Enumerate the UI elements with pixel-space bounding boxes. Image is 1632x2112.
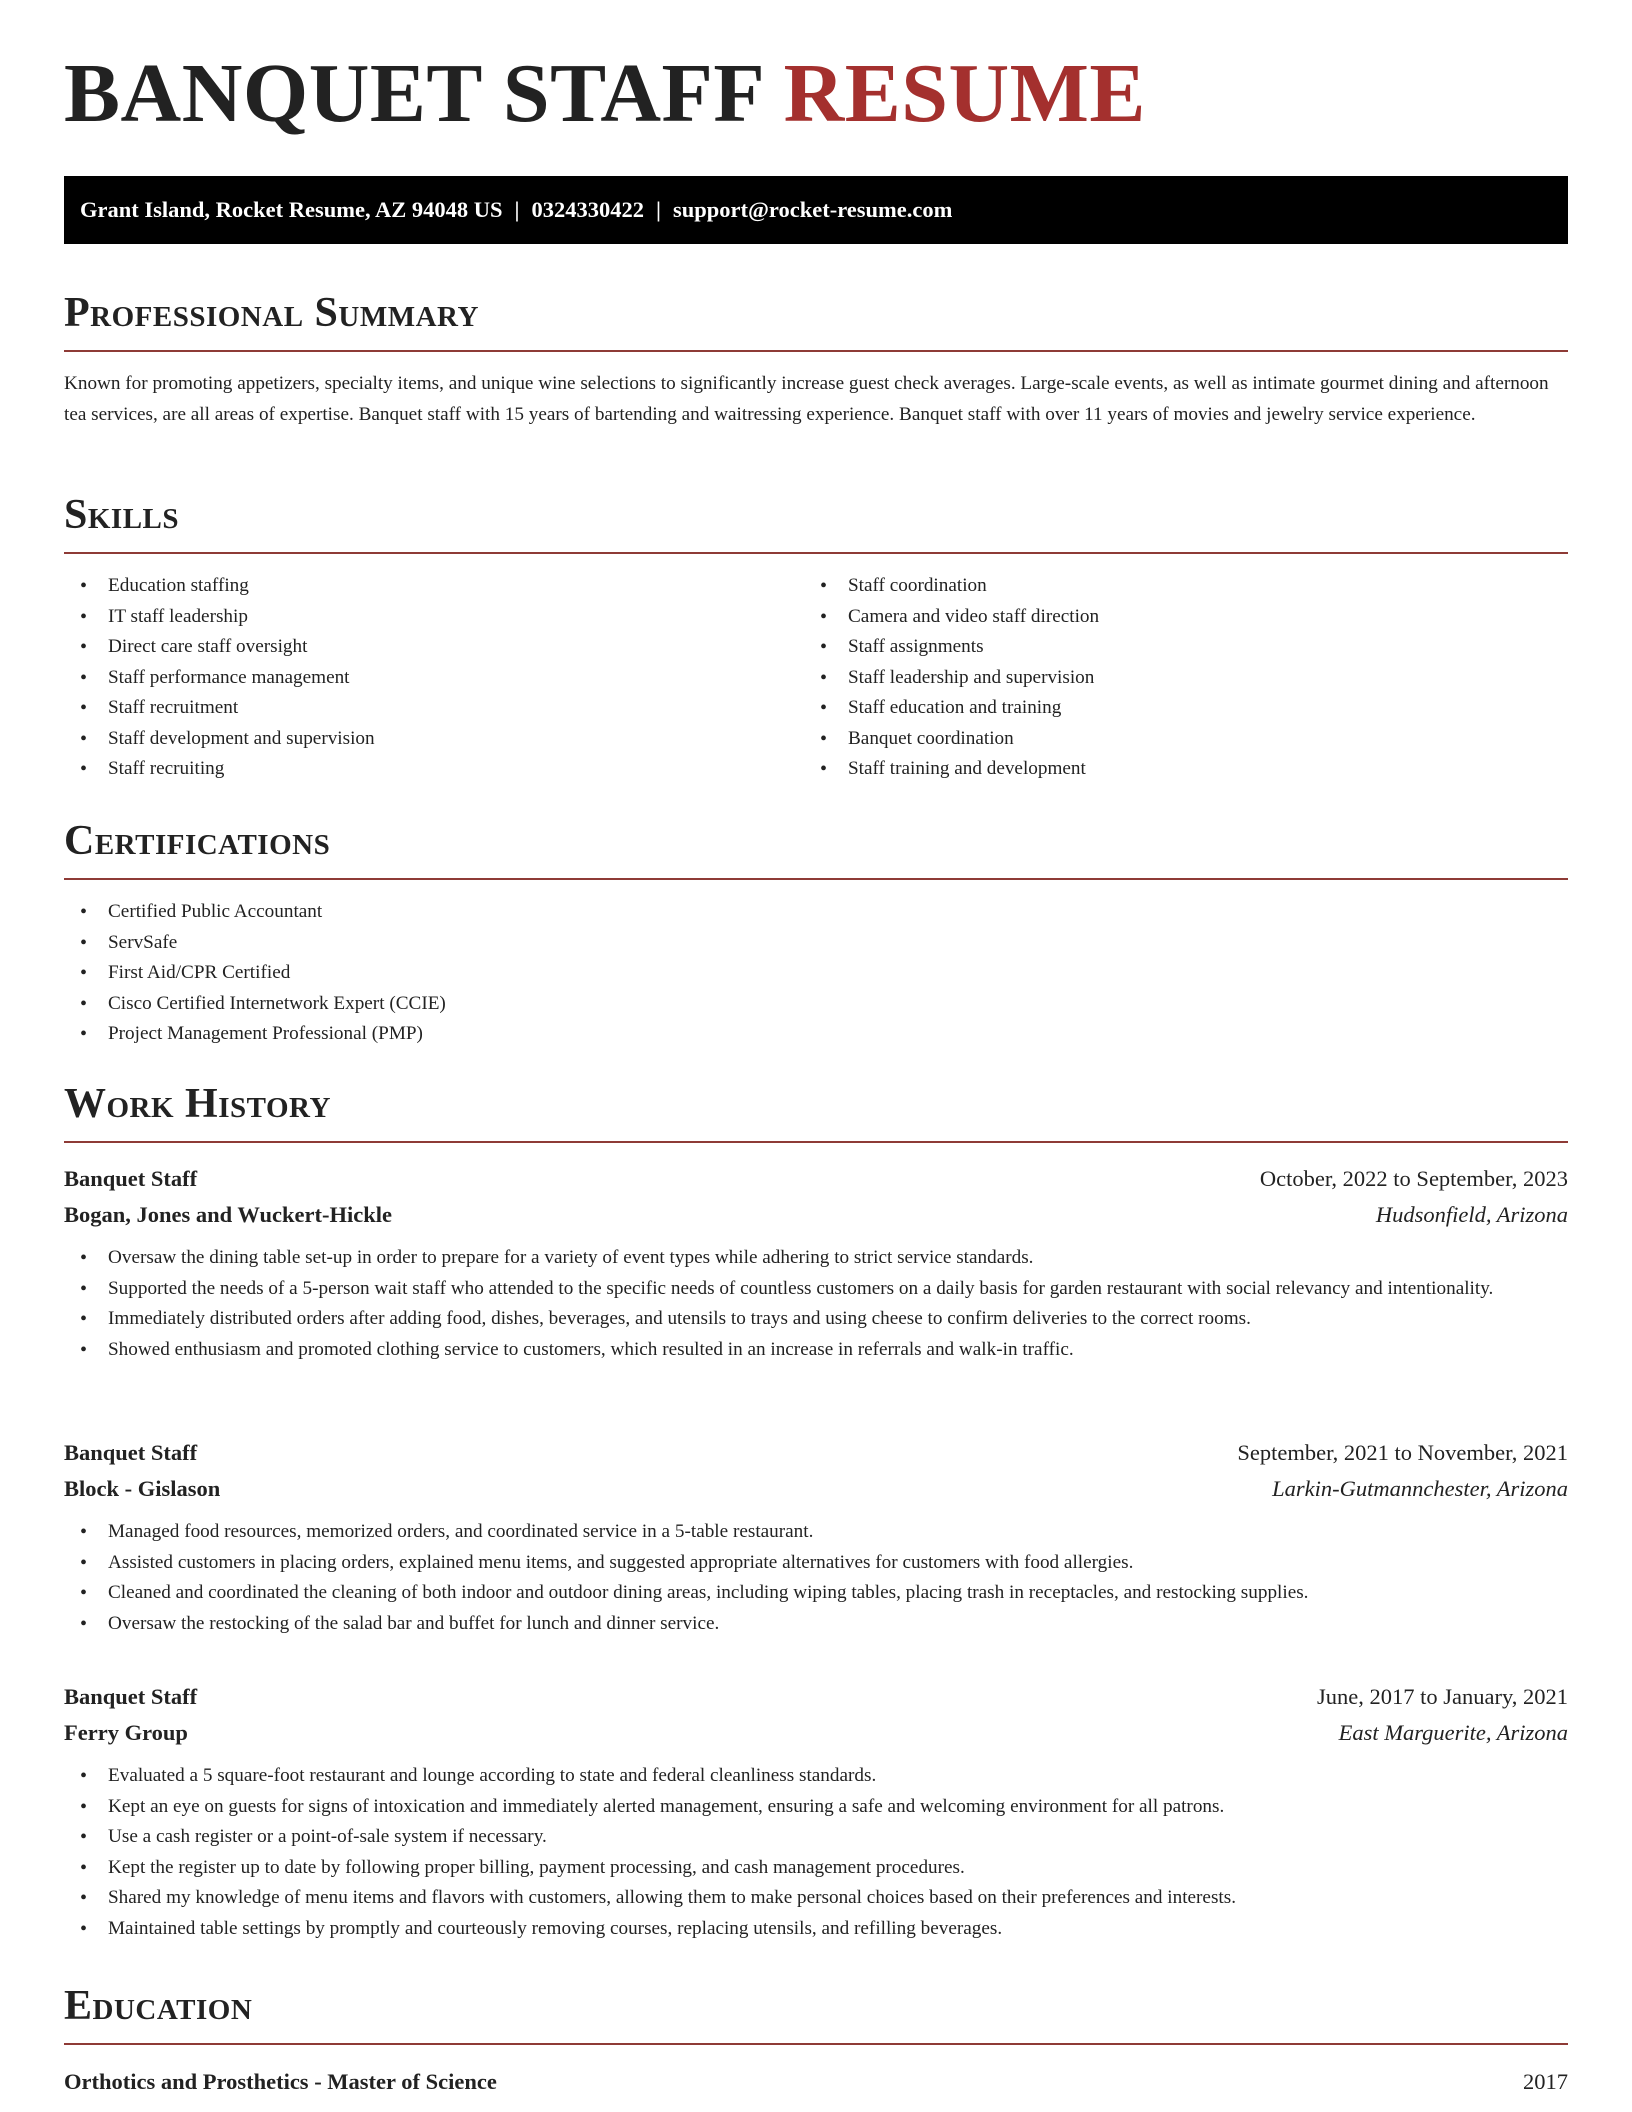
job-bullet: • Oversaw the dining table set-up in order to prepare for a variety of event types while adhering to strict service standards. bbox=[64, 1243, 1568, 1274]
skill-item: • Staff coordination bbox=[804, 571, 1564, 602]
education-degree: Orthotics and Prosthetics - Master of Science bbox=[64, 2069, 497, 2094]
title-main: BANQUET STAFF bbox=[64, 47, 763, 140]
education-row bbox=[64, 2064, 1568, 2100]
resume-title bbox=[64, 47, 1146, 140]
skill-item: • Staff education and training bbox=[804, 693, 1564, 724]
skill-item: • Banquet coordination bbox=[804, 724, 1564, 755]
certification-item: • Certified Public Accountant bbox=[64, 897, 1568, 928]
education-entry bbox=[64, 2064, 1568, 2100]
skills-list-left bbox=[64, 571, 764, 785]
job-title: Banquet Staff bbox=[64, 1440, 198, 1465]
job-bullet-list bbox=[64, 1761, 1568, 1944]
job-title: Banquet Staff bbox=[64, 1684, 198, 1709]
job-header-row bbox=[64, 1161, 1568, 1197]
section-heading-skills: Skills bbox=[64, 494, 1568, 554]
contact-separator: | bbox=[656, 197, 661, 222]
skill-item: • Camera and video staff direction bbox=[804, 602, 1564, 633]
job-dates: September, 2021 to November, 2021 bbox=[1237, 1440, 1568, 1465]
job-company: Bogan, Jones and Wuckert-Hickle bbox=[64, 1202, 392, 1227]
skill-item: • Staff recruiting bbox=[64, 754, 764, 785]
job-dates: June, 2017 to January, 2021 bbox=[1316, 1684, 1568, 1709]
education-year: 2017 bbox=[1523, 2069, 1568, 2094]
work-entry bbox=[64, 1435, 1568, 1639]
job-bullet: • Supported the needs of a 5-person wait staff who attended to the specific needs of countless customers on a daily basis for garden restaurant with social relevancy and intentionality. bbox=[64, 1274, 1568, 1305]
job-bullet-list bbox=[64, 1517, 1568, 1639]
job-bullet: • Maintained table settings by promptly and courteously removing courses, replacing utensils, and refilling beverages. bbox=[64, 1914, 1568, 1945]
job-bullet: • Showed enthusiasm and promoted clothing service to customers, which resulted in an increase in referrals and walk-in traffic. bbox=[64, 1335, 1568, 1366]
job-company-row bbox=[64, 1471, 1568, 1507]
job-bullet: • Cleaned and coordinated the cleaning of both indoor and outdoor dining areas, including wiping tables, placing trash in receptacles, and restocking supplies. bbox=[64, 1578, 1568, 1609]
contact-bar bbox=[64, 176, 1568, 244]
job-company-row bbox=[64, 1715, 1568, 1751]
job-title: Banquet Staff bbox=[64, 1166, 198, 1191]
certification-item: • ServSafe bbox=[64, 928, 1568, 959]
certification-item: • First Aid/CPR Certified bbox=[64, 958, 1568, 989]
job-company: Ferry Group bbox=[64, 1720, 188, 1745]
job-bullet: • Use a cash register or a point-of-sale system if necessary. bbox=[64, 1822, 1568, 1853]
certification-item: • Cisco Certified Internetwork Expert (CCIE) bbox=[64, 989, 1568, 1020]
skill-item: • Staff recruitment bbox=[64, 693, 764, 724]
skill-item: • Staff leadership and supervision bbox=[804, 663, 1564, 694]
skill-item: • Direct care staff oversight bbox=[64, 632, 764, 663]
skill-item: • IT staff leadership bbox=[64, 602, 764, 633]
job-company: Block - Gislason bbox=[64, 1476, 221, 1501]
title-accent: RESUME bbox=[783, 47, 1146, 140]
job-bullet: • Kept an eye on guests for signs of intoxication and immediately alerted management, ensuring a safe and welcoming environment for all patrons. bbox=[64, 1792, 1568, 1823]
skills-list-right bbox=[804, 571, 1564, 785]
job-bullet: • Oversaw the restocking of the salad bar and buffet for lunch and dinner service. bbox=[64, 1609, 1568, 1640]
certifications-list bbox=[64, 897, 1568, 1050]
job-bullet: • Managed food resources, memorized orders, and coordinated service in a 5-table restaurant. bbox=[64, 1517, 1568, 1548]
section-heading-certifications: Certifications bbox=[64, 820, 1568, 880]
contact-address: Grant Island, Rocket Resume, AZ 94048 US bbox=[80, 197, 503, 222]
skill-item: • Staff development and supervision bbox=[64, 724, 764, 755]
job-dates: October, 2022 to September, 2023 bbox=[1259, 1166, 1568, 1191]
contact-separator: | bbox=[514, 197, 520, 222]
section-heading-summary: Professional Summary bbox=[64, 292, 1568, 352]
job-bullet: • Shared my knowledge of menu items and flavors with customers, allowing them to make personal choices based on their preferences and interests. bbox=[64, 1883, 1568, 1914]
certification-item: • Project Management Professional (PMP) bbox=[64, 1019, 1568, 1050]
work-entry bbox=[64, 1161, 1568, 1365]
job-location: East Marguerite, Arizona bbox=[1338, 1720, 1568, 1745]
job-header-row bbox=[64, 1435, 1568, 1471]
job-company-row bbox=[64, 1197, 1568, 1233]
job-bullet: • Kept the register up to date by following proper billing, payment processing, and cash management procedures. bbox=[64, 1853, 1568, 1884]
work-entry bbox=[64, 1679, 1568, 1944]
skill-item: • Staff assignments bbox=[804, 632, 1564, 663]
summary-text: Known for promoting appetizers, specialty items, and unique wine selections to significantly increase guest check averages. Large-scale events, as well as intimate gourmet dining and afternoon tea services, are all areas of expertise. Banquet staff with 15 years of bartending and waitressing experience. Banquet staff with over 11 years of movies and jewelry service experience. bbox=[64, 373, 1549, 425]
job-bullet-list bbox=[64, 1243, 1568, 1365]
contact-email: support@rocket-resume.com bbox=[672, 197, 953, 222]
section-heading-education: Education bbox=[64, 1985, 1568, 2045]
skill-item: • Staff training and development bbox=[804, 754, 1564, 785]
skill-item: • Education staffing bbox=[64, 571, 764, 602]
job-bullet: • Immediately distributed orders after adding food, dishes, beverages, and utensils to trays and using cheese to confirm deliveries to the correct rooms. bbox=[64, 1304, 1568, 1335]
job-header-row bbox=[64, 1679, 1568, 1715]
job-location: Hudsonfield, Arizona bbox=[1375, 1202, 1568, 1227]
job-bullet: • Assisted customers in placing orders, explained menu items, and suggested appropriate alternatives for customers with food allergies. bbox=[64, 1548, 1568, 1579]
job-location: Larkin-Gutmannchester, Arizona bbox=[1272, 1476, 1568, 1501]
section-heading-work-history: Work History bbox=[64, 1083, 1568, 1143]
contact-phone: 0324330422 bbox=[531, 197, 644, 222]
job-bullet: • Evaluated a 5 square-foot restaurant and lounge according to state and federal cleanliness standards. bbox=[64, 1761, 1568, 1792]
skill-item: • Staff performance management bbox=[64, 663, 764, 694]
